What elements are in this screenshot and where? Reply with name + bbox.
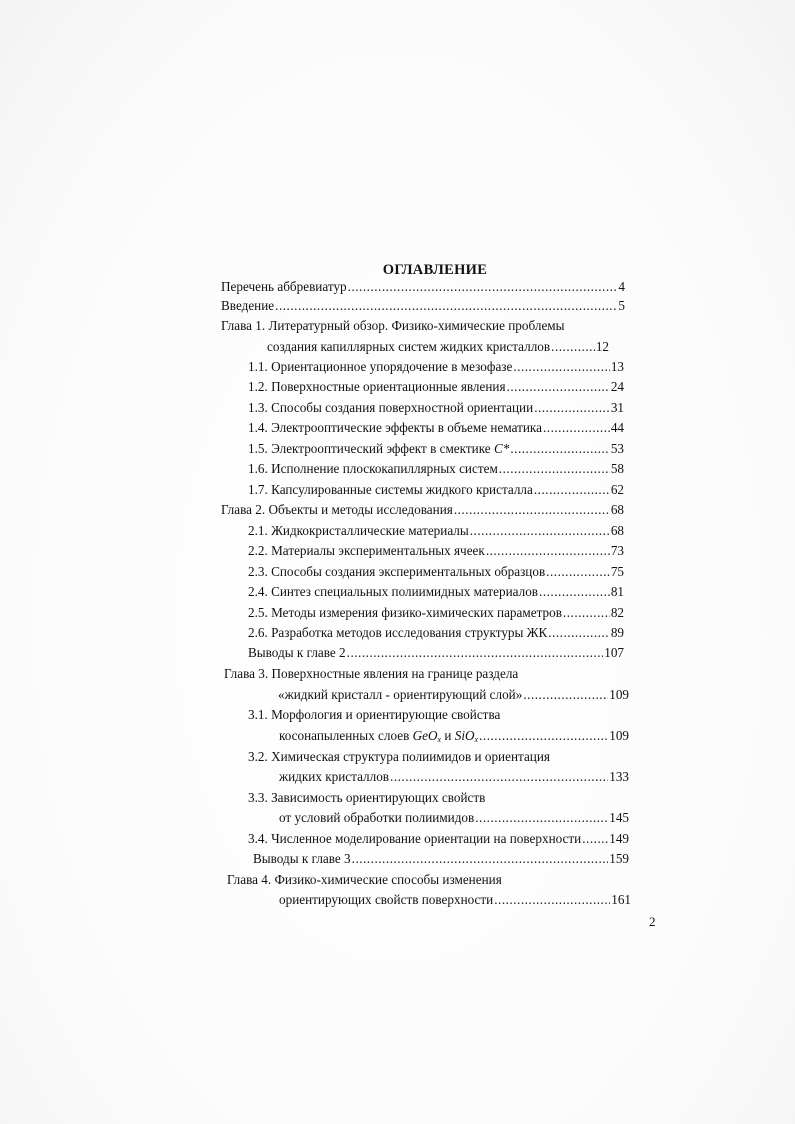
leader-dots <box>499 460 610 478</box>
toc-chapter-1[interactable] <box>267 338 609 356</box>
leader-dots <box>543 419 610 437</box>
toc-chapter-4[interactable] <box>279 891 631 909</box>
toc-section-3-1[interactable] <box>279 727 629 745</box>
toc-entry-title <box>279 727 478 749</box>
toc-page-number: 68 <box>610 523 624 538</box>
leader-dots <box>563 604 610 622</box>
toc-page-number: 58 <box>610 461 624 476</box>
toc-section-1-3[interactable] <box>248 399 624 417</box>
toc-page-number: 73 <box>610 543 624 558</box>
toc-entry-title: «жидкий кристалл - ориентирующий слой» <box>278 687 523 702</box>
formula-subscript: x <box>474 735 479 744</box>
toc-page-number: 145 <box>609 810 629 825</box>
toc-entry-title: 1.7. Капсулированные системы жидкого кристалла <box>248 482 533 497</box>
toc-page-number: 133 <box>609 769 629 784</box>
leader-dots <box>534 481 610 499</box>
toc-conclusions-chapter-2[interactable] <box>248 644 624 662</box>
toc-conclusions-chapter-3[interactable] <box>253 850 629 868</box>
leader-dots <box>507 378 610 396</box>
toc-section-1-1[interactable] <box>248 358 624 376</box>
toc-entry-text: 1.5. Электрооптический эффект в смектике <box>248 441 494 456</box>
toc-entry-title: 2.1. Жидкокристаллические материалы <box>248 523 469 538</box>
toc-page-number: 31 <box>610 400 624 415</box>
toc-section-1-6[interactable] <box>248 460 624 478</box>
toc-page-number: 149 <box>609 831 629 846</box>
toc-page-number: 12 <box>595 339 609 354</box>
toc-entry-title: жидких кристаллов <box>279 769 390 784</box>
toc-section-3-4[interactable] <box>248 830 629 848</box>
toc-entry-title: 2.6. Разработка методов исследования структуры ЖК <box>248 625 548 640</box>
toc-page-number: 82 <box>610 605 624 620</box>
toc-section-2-1[interactable] <box>248 522 624 540</box>
toc-entry-title: от условий обработки полиимидов <box>279 810 475 825</box>
formula-subscript: x <box>437 735 442 744</box>
leader-dots <box>475 809 608 827</box>
leader-dots <box>470 522 610 540</box>
conjunction: и <box>441 728 455 743</box>
leader-dots <box>534 399 610 417</box>
toc-page-number: 159 <box>609 851 629 866</box>
toc-section-2-6[interactable] <box>248 624 624 642</box>
toc-entry-title: Выводы к главе 2 <box>248 645 346 660</box>
toc-entry-title: Глава 2. Объекты и методы исследования <box>221 502 453 517</box>
toc-chapter-2[interactable] <box>221 501 624 519</box>
toc-page-number: 68 <box>610 502 624 517</box>
leader-dots <box>479 727 608 745</box>
toc-chapter-1-heading[interactable]: Глава 1. Литературный обзор. Физико-химические проблемы <box>221 318 565 333</box>
leader-dots <box>513 358 609 376</box>
smectic-symbol: C* <box>493 441 510 456</box>
toc-section-2-2[interactable] <box>248 542 624 560</box>
toc-entry-title: 3.4. Численное моделирование ориентации на поверхности <box>248 831 582 846</box>
toc-entry-title: Выводы к главе 3 <box>253 851 351 866</box>
toc-entry-title <box>248 440 509 458</box>
toc-entry-title: 1.4. Электрооптические эффекты в объеме нематика <box>248 420 542 435</box>
toc-section-1-4[interactable] <box>248 419 624 437</box>
toc-section-3-1-heading[interactable]: 3.1. Морфология и ориентирующие свойства <box>248 707 501 722</box>
toc-page-number: 13 <box>610 359 624 374</box>
toc-entry-title: 1.3. Способы создания поверхностной ориентации <box>248 400 534 415</box>
toc-page-number: 5 <box>618 298 625 313</box>
leader-dots <box>548 624 610 642</box>
toc-page-number: 4 <box>618 279 625 294</box>
toc-section-2-4[interactable] <box>248 583 624 601</box>
leader-dots <box>347 644 604 662</box>
formula-base: GeO <box>412 728 438 743</box>
toc-page-number: 109 <box>609 728 629 743</box>
toc-entry-title: 2.3. Способы создания экспериментальных образцов <box>248 564 546 579</box>
toc-entry-title: 1.2. Поверхностные ориентационные явления <box>248 379 506 394</box>
toc-entry-title: ориентирующих свойств поверхности <box>279 892 494 907</box>
toc-page-number: 109 <box>609 687 629 702</box>
leader-dots <box>510 440 609 458</box>
toc-entry-title: 2.5. Методы измерения физико-химических параметров <box>248 605 562 620</box>
toc-page-number: 75 <box>610 564 624 579</box>
toc-entry-title: 1.6. Исполнение плоскокапиллярных систем <box>248 461 498 476</box>
toc-entry-title: Введение <box>221 298 275 313</box>
toc-section-3-3[interactable] <box>279 809 629 827</box>
page-number: 2 <box>649 914 656 929</box>
toc-entry-abbreviations[interactable] <box>221 278 625 296</box>
leader-dots <box>352 850 609 868</box>
leader-dots <box>275 297 617 315</box>
page-title: ОГЛАВЛЕНИЕ <box>382 262 488 278</box>
toc-section-1-2[interactable] <box>248 378 624 396</box>
toc-page-number: 44 <box>610 420 624 435</box>
leader-dots <box>546 563 610 581</box>
leader-dots <box>494 891 610 909</box>
toc-entry-text: косонапыленных слоев <box>279 728 413 743</box>
toc-section-3-3-heading[interactable]: 3.3. Зависимость ориентирующих свойств <box>248 790 486 805</box>
leader-dots <box>486 542 610 560</box>
leader-dots <box>390 768 608 786</box>
leader-dots <box>348 278 618 296</box>
toc-section-3-2[interactable] <box>279 768 629 786</box>
toc-page-number: 107 <box>604 645 624 660</box>
toc-entry-title: создания капиллярных систем жидких кристаллов <box>267 339 551 354</box>
toc-section-1-5[interactable] <box>248 440 624 458</box>
toc-page-number: 62 <box>610 482 624 497</box>
toc-entry-introduction[interactable] <box>221 297 625 315</box>
toc-page-number: 53 <box>610 441 624 456</box>
toc-page-number: 89 <box>610 625 624 640</box>
toc-chapter-4-heading[interactable]: Глава 4. Физико-химические способы изменения <box>227 872 502 887</box>
leader-dots <box>551 338 595 356</box>
toc-entry-title: 2.2. Материалы экспериментальных ячеек <box>248 543 485 558</box>
toc-page-number: 161 <box>611 892 631 907</box>
toc-section-1-7[interactable] <box>248 481 624 499</box>
formula-base: SiO <box>454 728 475 743</box>
toc-section-3-2-heading[interactable]: 3.2. Химическая структура полиимидов и ориентация <box>248 749 550 764</box>
toc-page-number: 24 <box>610 379 624 394</box>
leader-dots <box>539 583 610 601</box>
toc-page-number: 81 <box>610 584 624 599</box>
toc-entry-title: 2.4. Синтез специальных полиимидных материалов <box>248 584 539 599</box>
toc-chapter-3[interactable] <box>278 686 629 704</box>
leader-dots <box>582 830 608 848</box>
toc-entry-title: 1.1. Ориентационное упорядочение в мезофазе <box>248 359 513 374</box>
formula-geox <box>413 728 441 743</box>
leader-dots <box>454 501 610 519</box>
toc-entry-title: Перечень аббревиатур <box>221 279 347 294</box>
leader-dots <box>523 686 608 704</box>
formula-siox <box>455 728 478 743</box>
toc-chapter-3-heading[interactable]: Глава 3. Поверхностные явления на границе раздела <box>224 666 519 681</box>
toc-section-2-5[interactable] <box>248 604 624 622</box>
toc-section-2-3[interactable] <box>248 563 624 581</box>
